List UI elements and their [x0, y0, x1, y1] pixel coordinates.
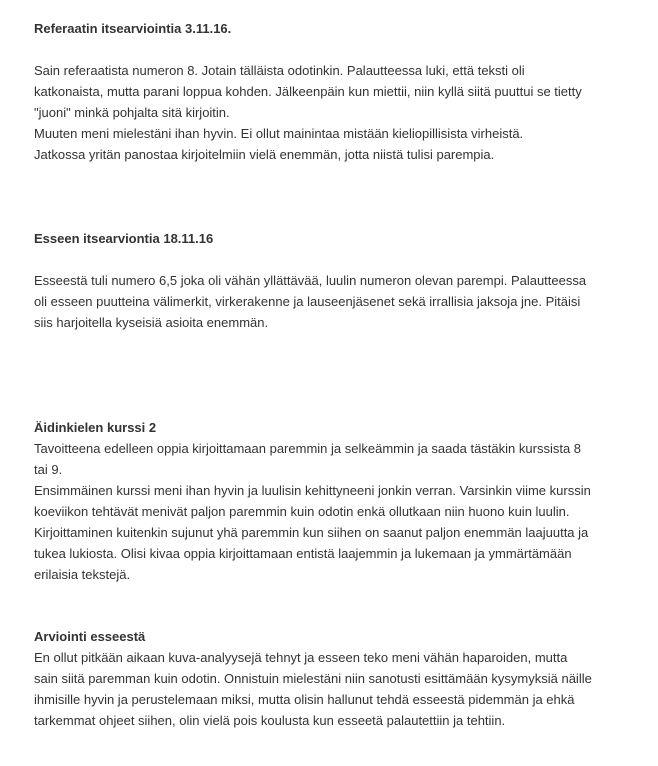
text-line: Muuten meni mielestäni ihan hyvin. Ei ollut mainintaa mistään kieliopillisista virheistä.	[34, 126, 524, 141]
text-line: Tavoitteena edelleen oppia kirjoittamaan paremmin ja selkeämmin ja saada tästäkin kurssista 8	[34, 441, 582, 456]
text-line: Jatkossa yritän panostaa kirjoitelmiin vielä enemmän, jotta niistä tulisi parempia.	[34, 147, 495, 162]
text-line: Ensimmäinen kurssi meni ihan hyvin ja luulisin kehittyneeni jonkin verran. Varsinkin viime kurssin	[34, 483, 591, 498]
text-line: "juoni" minkä pohjalta sitä kirjoitin.	[34, 105, 230, 120]
section-heading-arviointi: Arviointi esseestä	[34, 629, 146, 644]
text-line: Sain referaatista numeron 8. Jotain tälläista odotinkin. Palautteessa luki, että teksti oli	[34, 63, 525, 78]
text-line: erilaisia tekstejä.	[34, 567, 131, 582]
section-heading-essee: Esseen itsearviontia 18.11.16	[34, 231, 214, 246]
section-body-essee	[34, 270, 586, 333]
text-line: sain siitä paremman kuin odotin. Onnistuin mielestäni niin sanotusti esittämään kysymyksiä näille	[34, 671, 592, 686]
text-line: katkonaista, mutta parani loppua kohden. Jälkeenpäin kun miettii, niin kyllä siitä puuttui se tietty	[34, 84, 582, 99]
text-line: Kirjoittaminen kuitenkin sujunut yhä paremmin kun siihen on saanut paljon enemmän laajuutta ja	[34, 525, 589, 540]
text-line: tukea lukiosta. Olisi kivaa oppia kirjoittamaan entistä laajemmin ja lukemaan ja ymmärtämään	[34, 546, 572, 561]
text-line: oli esseen puutteina välimerkit, virkerakenne ja lauseenjäsenet sekä irrallisia jaksoja jne. Pitäisi	[34, 294, 581, 309]
text-line: koeviikon tehtävät menivät paljon paremmin kuin odotin enkä ollutkaan niin huono kuin luulin.	[34, 504, 570, 519]
section-heading-referaatti: Referaatin itsearviointia 3.11.16.	[34, 21, 232, 36]
text-line: ihmisille hyvin ja perustelemaan miksi, mutta olisin hallunut tehdä esseestä pidemmän ja ehkä	[34, 692, 575, 707]
text-line: tai 9.	[34, 462, 63, 477]
text-line: Esseestä tuli numero 6,5 joka oli vähän yllättävää, luulin numeron olevan parempi. Palautteessa	[34, 273, 587, 288]
section-body-aidinkieli	[34, 438, 591, 585]
text-line: tarkemmat ohjeet siihen, olin vielä pois koulusta kun esseetä palautettiin ja tehtiin.	[34, 713, 506, 728]
section-body-arviointi	[34, 647, 592, 731]
section-body-referaatti	[34, 60, 582, 165]
section-heading-aidinkieli: Äidinkielen kurssi 2	[34, 420, 157, 435]
text-line: En ollut pitkään aikaan kuva-analyysejä tehnyt ja esseen teko meni vähän haparoiden, mutta	[34, 650, 568, 665]
text-line: siis harjoitella kyseisiä asioita enemmän.	[34, 315, 269, 330]
